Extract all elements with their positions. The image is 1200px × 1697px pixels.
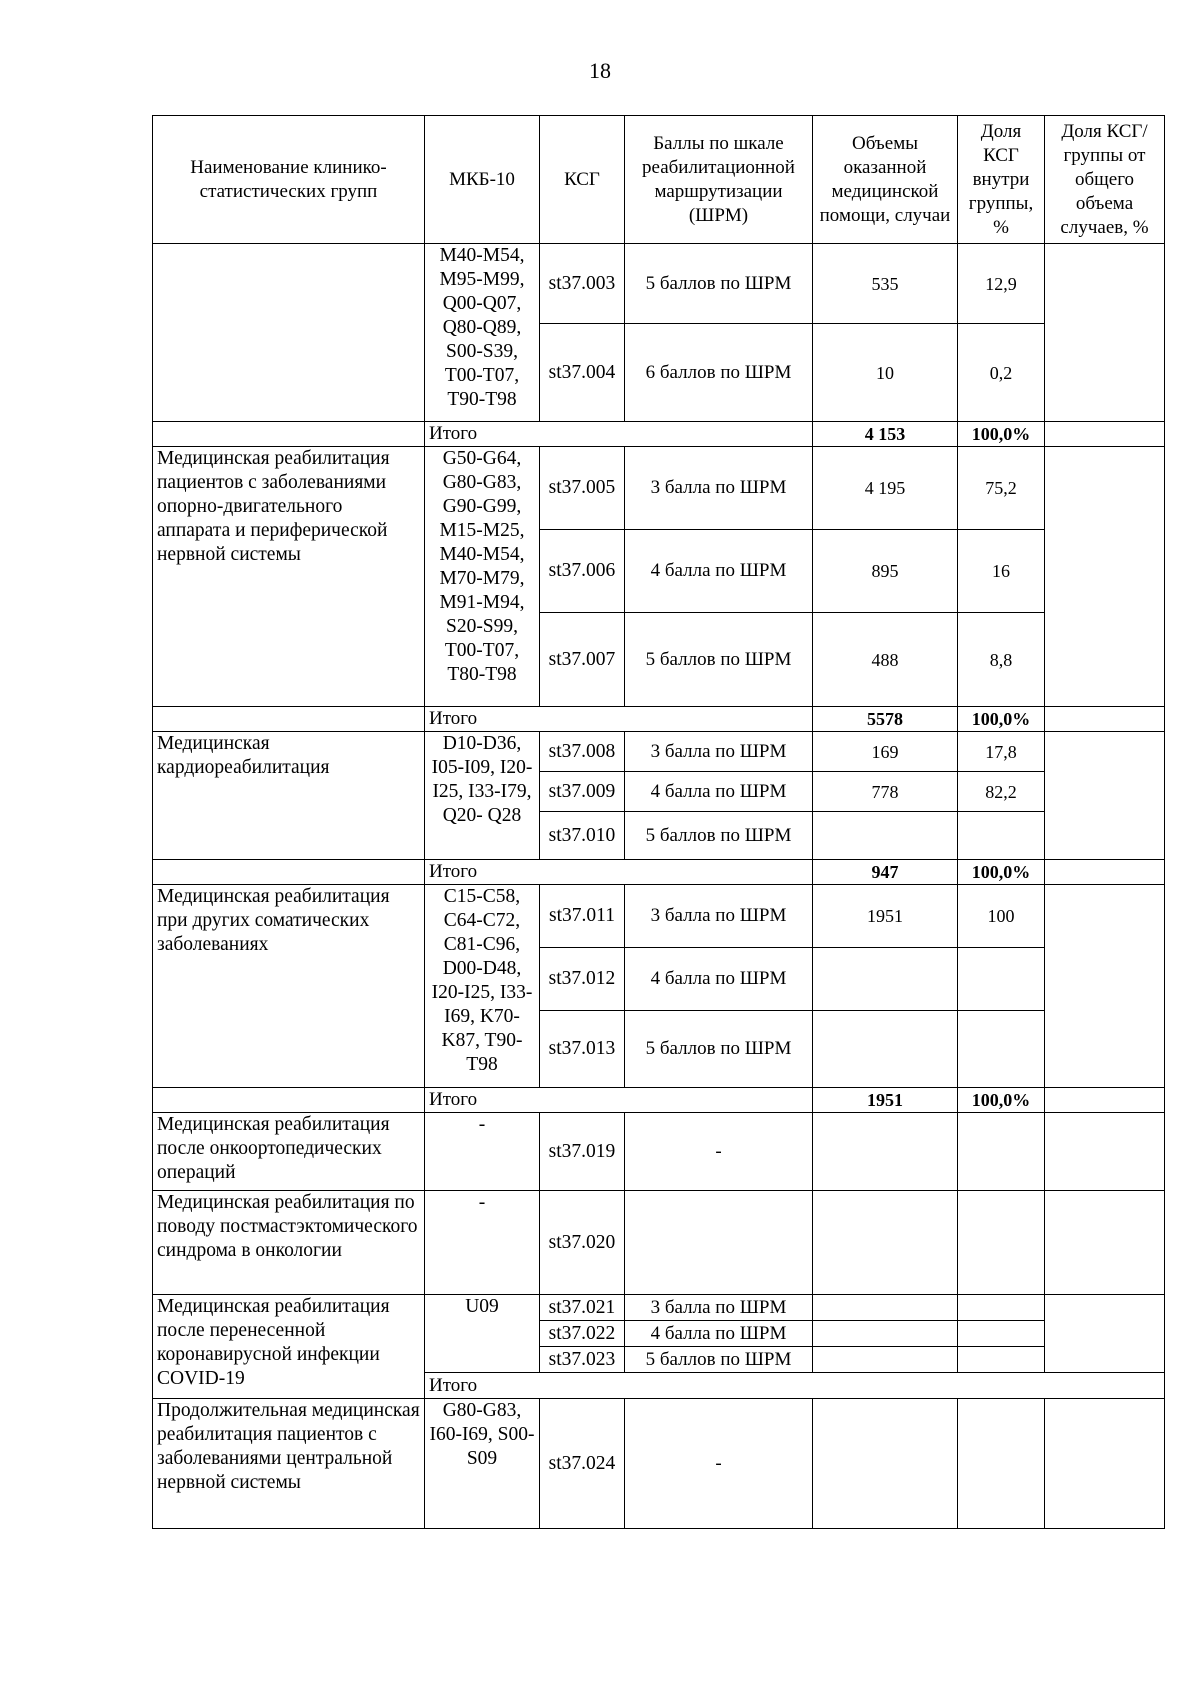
icd-codes: -	[425, 1191, 540, 1295]
table-row	[153, 244, 1165, 324]
share-cell: 75,2	[958, 447, 1045, 530]
empty-cell	[1045, 1088, 1165, 1113]
total-volume: 4 153	[813, 422, 958, 447]
total-row	[153, 707, 1165, 732]
share-cell	[958, 948, 1045, 1011]
share-cell	[958, 1011, 1045, 1088]
group-name-cell	[153, 244, 425, 422]
ksg-code: st37.023	[540, 1347, 625, 1373]
score-cell: 6 баллов по ШРМ	[625, 324, 813, 422]
share-cell	[958, 1399, 1045, 1529]
score-cell	[625, 1191, 813, 1295]
score-cell: 4 балла по ШРМ	[625, 1321, 813, 1347]
score-cell: 4 балла по ШРМ	[625, 772, 813, 812]
icd-codes: M40-M54, M95-M99, Q00-Q07, Q80-Q89, S00-S39, T00-T07, T90-T98	[425, 244, 540, 422]
total-share: 100,0%	[958, 860, 1045, 885]
score-cell: 4 балла по ШРМ	[625, 530, 813, 613]
table-row	[153, 1191, 1165, 1295]
ksg-code: st37.022	[540, 1321, 625, 1347]
header-icd: МКБ-10	[425, 116, 540, 244]
volume-cell: 1951	[813, 885, 958, 948]
ksg-code: st37.004	[540, 324, 625, 422]
share-cell: 12,9	[958, 244, 1045, 324]
share-total-cell	[1045, 885, 1165, 1088]
empty-cell	[1045, 860, 1165, 885]
table-row	[153, 1113, 1165, 1191]
ksg-code: st37.010	[540, 812, 625, 860]
header-share-in-group: Доля КСГ внутри группы, %	[958, 116, 1045, 244]
score-cell: -	[625, 1399, 813, 1529]
ksg-code: st37.021	[540, 1295, 625, 1321]
share-cell	[958, 1347, 1045, 1373]
page-number: 18	[589, 58, 611, 83]
volume-cell	[813, 1011, 958, 1088]
ksg-code: st37.007	[540, 613, 625, 707]
header-ksg: КСГ	[540, 116, 625, 244]
icd-codes: D10-D36, I05-I09, I20-I25, I33-I79, Q20- Q28	[425, 732, 540, 860]
icd-codes: U09	[425, 1295, 540, 1373]
ksg-code: st37.013	[540, 1011, 625, 1088]
volume-cell: 169	[813, 732, 958, 772]
score-cell: 5 баллов по ШРМ	[625, 1011, 813, 1088]
volume-cell: 4 195	[813, 447, 958, 530]
empty-cell	[153, 422, 425, 447]
share-cell	[958, 812, 1045, 860]
empty-cell	[153, 860, 425, 885]
group-name: Медицинская реабилитация при других соматических заболеваниях	[153, 885, 425, 1088]
share-cell	[958, 1191, 1045, 1295]
share-total-cell	[1045, 732, 1165, 860]
header-name: Наименование клинико-статистических групп	[153, 116, 425, 244]
share-cell: 16	[958, 530, 1045, 613]
score-cell: 3 балла по ШРМ	[625, 447, 813, 530]
group-name: Медицинская кардиореабилитация	[153, 732, 425, 860]
table-row	[153, 1295, 1165, 1321]
volume-cell: 10	[813, 324, 958, 422]
group-name: Медицинская реабилитация после перенесенной коронавирусной инфекции COVID-19	[153, 1295, 425, 1399]
icd-codes: C15-C58, C64-C72, C81-C96, D00-D48, I20-I25, I33-I69, K70-K87, T90-T98	[425, 885, 540, 1088]
volume-cell	[813, 1295, 958, 1321]
share-total-cell	[1045, 244, 1165, 422]
volume-cell: 895	[813, 530, 958, 613]
ksg-code: st37.005	[540, 447, 625, 530]
total-label: Итого	[425, 707, 813, 732]
score-cell: 3 балла по ШРМ	[625, 1295, 813, 1321]
group-name: Медицинская реабилитация после онкоортопедических операций	[153, 1113, 425, 1191]
ksg-code: st37.020	[540, 1191, 625, 1295]
group-name: Продолжительная медицинская реабилитация пациентов с заболеваниями центральной нервной системы	[153, 1399, 425, 1529]
ksg-code: st37.009	[540, 772, 625, 812]
ksg-code: st37.019	[540, 1113, 625, 1191]
share-total-cell	[1045, 1295, 1165, 1373]
ksg-code: st37.006	[540, 530, 625, 613]
share-cell	[958, 1295, 1045, 1321]
volume-cell	[813, 1399, 958, 1529]
total-label: Итого	[425, 1373, 1165, 1399]
score-cell: 5 баллов по ШРМ	[625, 244, 813, 324]
score-cell: -	[625, 1113, 813, 1191]
volume-cell: 488	[813, 613, 958, 707]
header-row	[153, 116, 1165, 244]
ksg-code: st37.024	[540, 1399, 625, 1529]
ksg-code: st37.003	[540, 244, 625, 324]
score-cell: 4 балла по ШРМ	[625, 948, 813, 1011]
icd-codes: G80-G83, I60-I69, S00-S09	[425, 1399, 540, 1529]
score-cell: 3 балла по ШРМ	[625, 732, 813, 772]
empty-cell	[1045, 422, 1165, 447]
empty-cell	[1045, 707, 1165, 732]
empty-cell	[153, 1088, 425, 1113]
score-cell: 5 баллов по ШРМ	[625, 812, 813, 860]
total-label: Итого	[425, 422, 813, 447]
total-volume: 947	[813, 860, 958, 885]
share-cell: 82,2	[958, 772, 1045, 812]
header-score: Баллы по шкале реабилитационной маршрутизации (ШРМ)	[625, 116, 813, 244]
ksg-code: st37.011	[540, 885, 625, 948]
share-cell: 17,8	[958, 732, 1045, 772]
share-cell	[958, 1113, 1045, 1191]
share-total-cell	[1045, 1113, 1165, 1191]
empty-cell	[153, 707, 425, 732]
total-row	[153, 860, 1165, 885]
share-total-cell	[1045, 447, 1165, 707]
total-share: 100,0%	[958, 422, 1045, 447]
total-label: Итого	[425, 860, 813, 885]
volume-cell	[813, 948, 958, 1011]
share-cell: 100	[958, 885, 1045, 948]
share-total-cell	[1045, 1191, 1165, 1295]
table-row	[153, 447, 1165, 530]
volume-cell	[813, 1191, 958, 1295]
score-cell: 3 балла по ШРМ	[625, 885, 813, 948]
icd-codes: -	[425, 1113, 540, 1191]
total-label: Итого	[425, 1088, 813, 1113]
header-volume: Объемы оказанной медицинской помощи, случаи	[813, 116, 958, 244]
volume-cell	[813, 812, 958, 860]
ksg-code: st37.008	[540, 732, 625, 772]
share-cell	[958, 1321, 1045, 1347]
share-cell: 8,8	[958, 613, 1045, 707]
ksg-code: st37.012	[540, 948, 625, 1011]
ksg-table	[152, 115, 1165, 1529]
share-cell: 0,2	[958, 324, 1045, 422]
score-cell: 5 баллов по ШРМ	[625, 1347, 813, 1373]
table-row	[153, 732, 1165, 772]
volume-cell	[813, 1321, 958, 1347]
volume-cell: 778	[813, 772, 958, 812]
table-row	[153, 1399, 1165, 1529]
volume-cell: 535	[813, 244, 958, 324]
volume-cell	[813, 1347, 958, 1373]
total-volume: 5578	[813, 707, 958, 732]
group-name: Медицинская реабилитация пациентов с заболеваниями опорно-двигательного аппарата и периферической нервной системы	[153, 447, 425, 707]
share-total-cell	[1045, 1399, 1165, 1529]
icd-codes: G50-G64, G80-G83, G90-G99, M15-M25, M40-M54, M70-M79, M91-M94, S20-S99, T00-T07, T80-T98	[425, 447, 540, 707]
group-name: Медицинская реабилитация по поводу постмастэктомического синдрома в онкологии	[153, 1191, 425, 1295]
total-share: 100,0%	[958, 1088, 1045, 1113]
total-row	[153, 1088, 1165, 1113]
score-cell: 5 баллов по ШРМ	[625, 613, 813, 707]
total-share: 100,0%	[958, 707, 1045, 732]
total-volume: 1951	[813, 1088, 958, 1113]
table-row	[153, 885, 1165, 948]
header-share-of-total: Доля КСГ/ группы от общего объема случаев, %	[1045, 116, 1165, 244]
total-row	[153, 422, 1165, 447]
volume-cell	[813, 1113, 958, 1191]
